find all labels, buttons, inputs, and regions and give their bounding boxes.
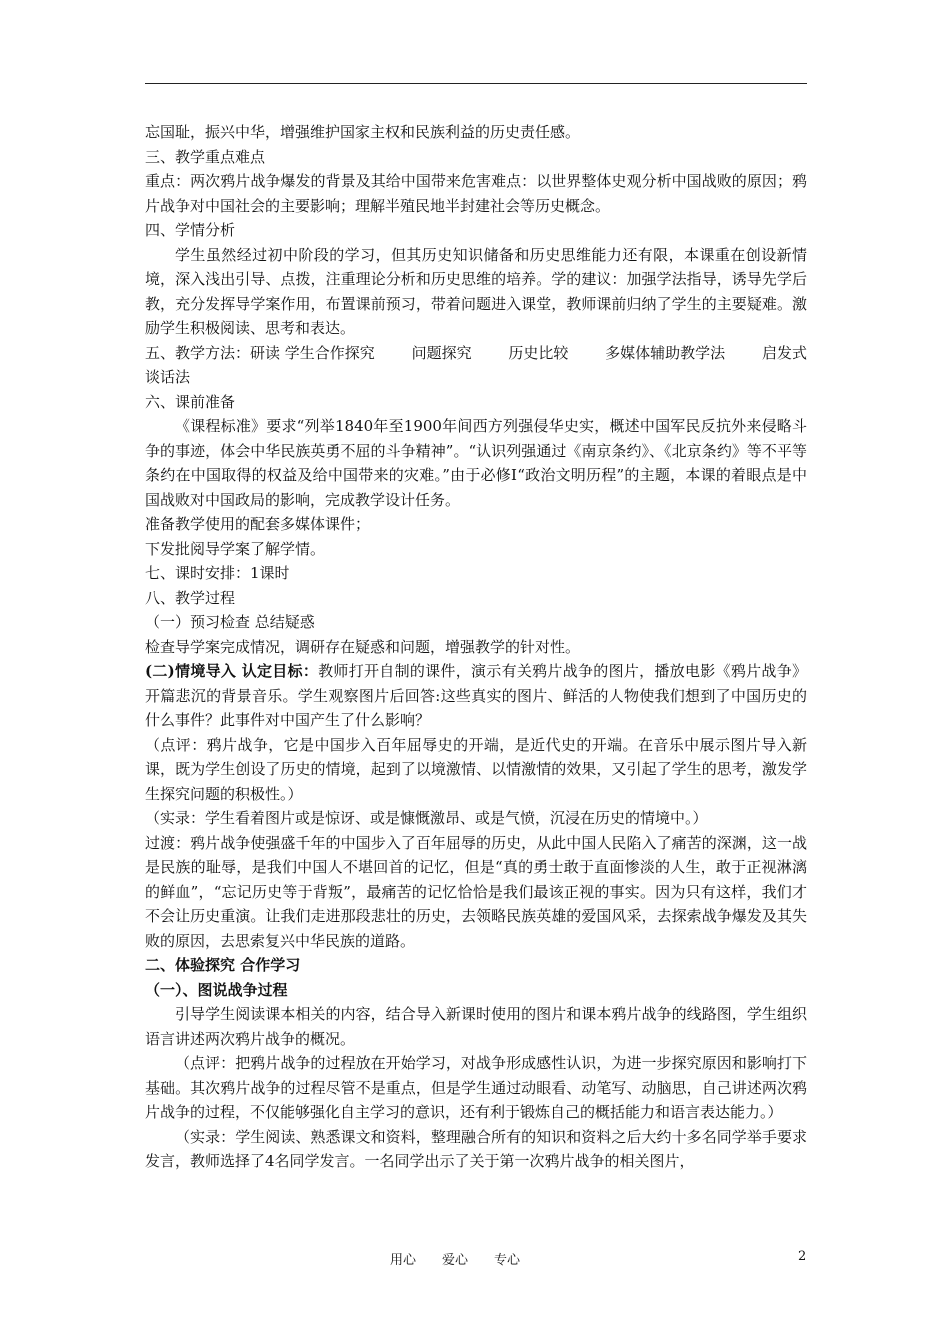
page-number: 2 xyxy=(798,1249,807,1264)
slogan-word: 专心 xyxy=(494,1253,521,1268)
method-item: 问题探究 xyxy=(411,343,472,362)
methods-line xyxy=(145,341,807,366)
header-rule xyxy=(145,83,807,84)
slogan-word: 爱心 xyxy=(442,1253,469,1268)
paragraph: 学生虽然经过初中阶段的学习，但其历史知识储备和历史思维能力还有限，本课重在创设新情境，深入浅出引导、点拨，注重理论分析和历史思维的培养。学的建议：加强学法指导，诱导先学后教，充分发挥导学案作用，布置课前预习，带着问题进入课堂，教师课前归纳了学生的主要疑难。激励学生积极阅读、思考和表达。 xyxy=(145,245,807,337)
section-heading: 四、学情分析 xyxy=(145,221,236,239)
footer-slogan xyxy=(390,1249,546,1268)
paragraph: 引导学生阅读课本相关的内容，结合导入新课时使用的图片和课本鸦片战争的线路图，学生组织语言讲述两次鸦片战争的概况。 xyxy=(145,1005,807,1048)
method-item: 启发式 xyxy=(761,343,807,362)
paragraph: 过渡：鸦片战争使强盛千年的中国步入了百年屈辱的历史，从此中国人民陷入了痛苦的深渊，这一战是民族的耻辱，是我们中国人不堪回首的记忆，但是“真的勇士敢于直面惨淡的人生，敢于正视淋漓的鲜血”，“忘记历史等于背叛”，最痛苦的记忆恰恰是我们最该正视的事实。因为只有这样，我们才不会让历史重演。让我们走进那段悲壮的历史，去领略民族英雄的爱国风采，去探索战争爆发及其失败的原因，去思索复兴中华民族的道路。 xyxy=(145,833,807,950)
section-heading: 二、体验探究 合作学习 xyxy=(145,956,301,974)
paragraph: 下发批阅导学案了解学情。 xyxy=(145,539,326,558)
paragraph: （实录：学生阅读、熟悉课文和资料，整理融合所有的知识和资料之后大约十多名同学举手要求发言，教师选择了4名同学发言。一名同学出示了关于第一次鸦片战争的相关图片， xyxy=(145,1127,807,1170)
methods-tail: 谈话法 xyxy=(145,368,191,386)
document-body xyxy=(145,120,807,1174)
subsection-heading-bold: (二)情境导入 认定目标： xyxy=(145,662,319,680)
subsection-heading: （一）、图说战争过程 xyxy=(145,980,288,999)
section-heading: 三、教学重点难点 xyxy=(145,147,266,166)
methods-label: 五、教学方法：研读 学生合作探究 xyxy=(145,343,375,362)
slogan-word: 用心 xyxy=(390,1253,417,1268)
section-heading: 八、教学过程 xyxy=(145,588,236,607)
paragraph: 检查导学案完成情况，调研存在疑惑和问题，增强教学的针对性。 xyxy=(145,637,581,656)
paragraph: 《课程标准》要求“列举1840年至1900年间西方列强侵华史实，概述中国军民反抗外来侵略斗争的事迹，体会中华民族英勇不屈的斗争精神”。“认识列强通过《南京条约》、《北京条约》等不平等条约在中国取得的权益及给中国带来的灾难。”由于必修Ⅰ“政治文明历程”的主题，本课的着眼点是中国战败对中国政局的影响，完成教学设计任务。 xyxy=(145,417,807,509)
paragraph: 忘国耻，振兴中华，增强维护国家主权和民族利益的历史责任感。 xyxy=(145,123,581,141)
method-item: 历史比较 xyxy=(508,343,569,362)
paragraph xyxy=(145,659,807,733)
paragraph: 重点：两次鸦片战争爆发的背景及其给中国带来危害难点：以世界整体史观分析中国战败的原因；鸦片战争对中国社会的主要影响；理解半殖民地半封建社会等历史概念。 xyxy=(145,172,807,215)
paragraph: （点评：把鸦片战争的过程放在开始学习，对战争形成感性认识，为进一步探究原因和影响打下基础。其次鸦片战争的过程尽管不是重点，但是学生通过动眼看、动笔写、动脑思，自己讲述两次鸦片战争的过程，不仅能够强化自主学习的意识，还有利于锻炼自己的概括能力和语言表达能力。） xyxy=(145,1054,807,1121)
paragraph-text: 教师打开自制的课件，演示有关鸦片战争的图片，播放电影《鸦片战争》开篇悲沉的背景音乐。学生观察图片后回答:这些真实的图片、鲜活的人物使我们想到了中国历史的什么事件？此事件对中国产生了什么影响？ xyxy=(145,662,807,729)
section-heading: 七、课时安排：1课时 xyxy=(145,564,290,582)
section-heading: 六、课前准备 xyxy=(145,392,236,411)
paragraph: （实录：学生看着图片或是惊讶、或是慷慨激昂、或是气愤，沉浸在历史的情境中。） xyxy=(145,809,708,827)
paragraph: 准备教学使用的配套多媒体课件； xyxy=(145,515,371,533)
subsection-heading: （一）预习检查 总结疑惑 xyxy=(145,613,315,631)
paragraph: （点评：鸦片战争，它是中国步入百年屈辱史的开端，是近代史的开端。在音乐中展示图片导入新课，既为学生创设了历史的情境，起到了以境激情、以情激情的效果，又引起了学生的思考，激发学生探究问题的积极性。） xyxy=(145,735,807,803)
method-item: 多媒体辅助教学法 xyxy=(605,343,726,362)
